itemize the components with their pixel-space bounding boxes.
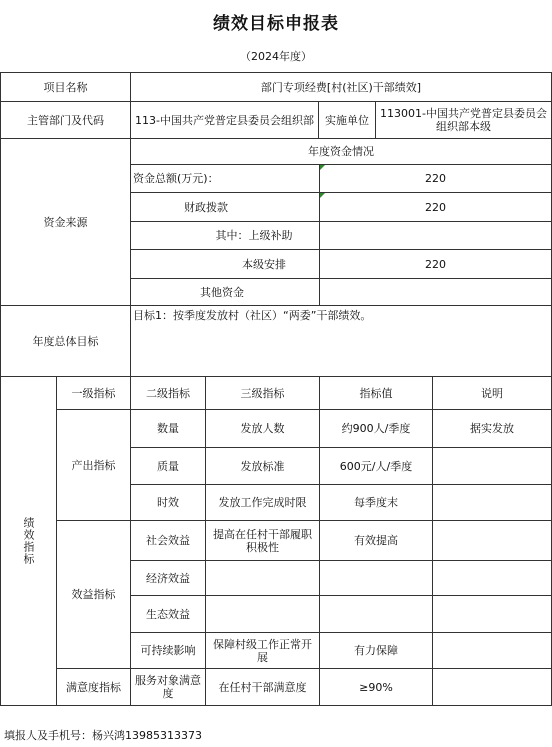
indicators-section-label [0,376,57,706]
indicator-l2: 可持续影响 [130,632,206,669]
project-name-value: 部门专项经费[村(社区)干部绩效] [130,72,552,102]
header-note: 说明 [432,376,552,410]
footer-contact: 填报人及手机号：杨兴鸿13985313373 [4,729,202,742]
output-indicators-label: 产出指标 [56,409,131,521]
form-year: （2024年度） [240,50,312,63]
indicator-note: 据实发放 [432,409,552,448]
funds-upper-label: 其中：上级补助 [130,221,320,250]
indicator-value [319,595,433,633]
header-level2: 二级指标 [130,376,206,410]
impl-unit-label: 实施单位 [318,101,376,139]
funds-other-label: 其他资金 [130,278,320,306]
indicator-l3: 发放工作完成时限 [205,484,320,521]
annual-goal-value: 目标1：按季度发放村（社区）“两委”干部绩效。 [130,305,552,377]
project-name-label: 项目名称 [0,72,131,102]
indicator-l2: 经济效益 [130,560,206,596]
indicator-value: 有力保障 [319,632,433,669]
indicator-l2: 生态效益 [130,595,206,633]
funds-total-value: 220 [319,164,552,193]
dept-value: 113-中国共产党普定县委员会组织部 [130,101,319,139]
funds-fiscal-value: 220 [319,192,552,222]
indicator-l3 [205,560,320,596]
funds-total-label: 资金总额(万元)： [130,164,320,193]
indicator-l3: 发放人数 [205,409,320,448]
funds-other-value [319,278,552,306]
benefit-indicators-label: 效益指标 [56,520,131,669]
funds-fiscal-label: 财政拨款 [130,192,320,222]
indicator-note [432,632,552,669]
indicator-l3: 提高在任村干部履职积极性 [205,520,320,561]
indicator-note [432,668,552,706]
annual-goal-label: 年度总体目标 [0,305,131,377]
funds-header: 年度资金情况 [130,138,552,165]
indicator-l2: 社会效益 [130,520,206,561]
indicator-note [432,595,552,633]
indicator-value: 有效提高 [319,520,433,561]
indicator-l3 [205,595,320,633]
header-level1: 一级指标 [56,376,131,410]
dept-label: 主管部门及代码 [0,101,131,139]
funds-local-value: 220 [319,249,552,279]
header-value: 指标值 [319,376,433,410]
indicator-value: 600元/人/季度 [319,447,433,485]
indicator-l2: 时效 [130,484,206,521]
form-title: 绩效目标申报表 [213,14,339,34]
funds-upper-value [319,221,552,250]
indicator-note [432,484,552,521]
indicators-section-text: 绩效指标 [22,517,35,565]
indicator-value: 约900人/季度 [319,409,433,448]
indicator-l2: 质量 [130,447,206,485]
indicator-l2: 服务对象满意度 [130,668,206,706]
indicator-l3: 保障村级工作正常开展 [205,632,320,669]
funds-local-label: 本级安排 [130,249,320,279]
indicator-value [319,560,433,596]
indicator-value: ≥90% [319,668,433,706]
indicator-l3: 发放标准 [205,447,320,485]
indicator-l3: 在任村干部满意度 [205,668,320,706]
satisfaction-indicators-label: 满意度指标 [56,668,131,706]
indicator-note [432,447,552,485]
cell-marker [320,193,325,198]
cell-marker [320,165,325,170]
indicator-l2: 数量 [130,409,206,448]
indicator-value: 每季度末 [319,484,433,521]
indicator-note [432,560,552,596]
impl-unit-value: 113001-中国共产党普定县委员会组织部本级 [375,101,552,139]
funds-section-label: 资金来源 [0,138,131,306]
indicator-note [432,520,552,561]
header-level3: 三级指标 [205,376,320,410]
